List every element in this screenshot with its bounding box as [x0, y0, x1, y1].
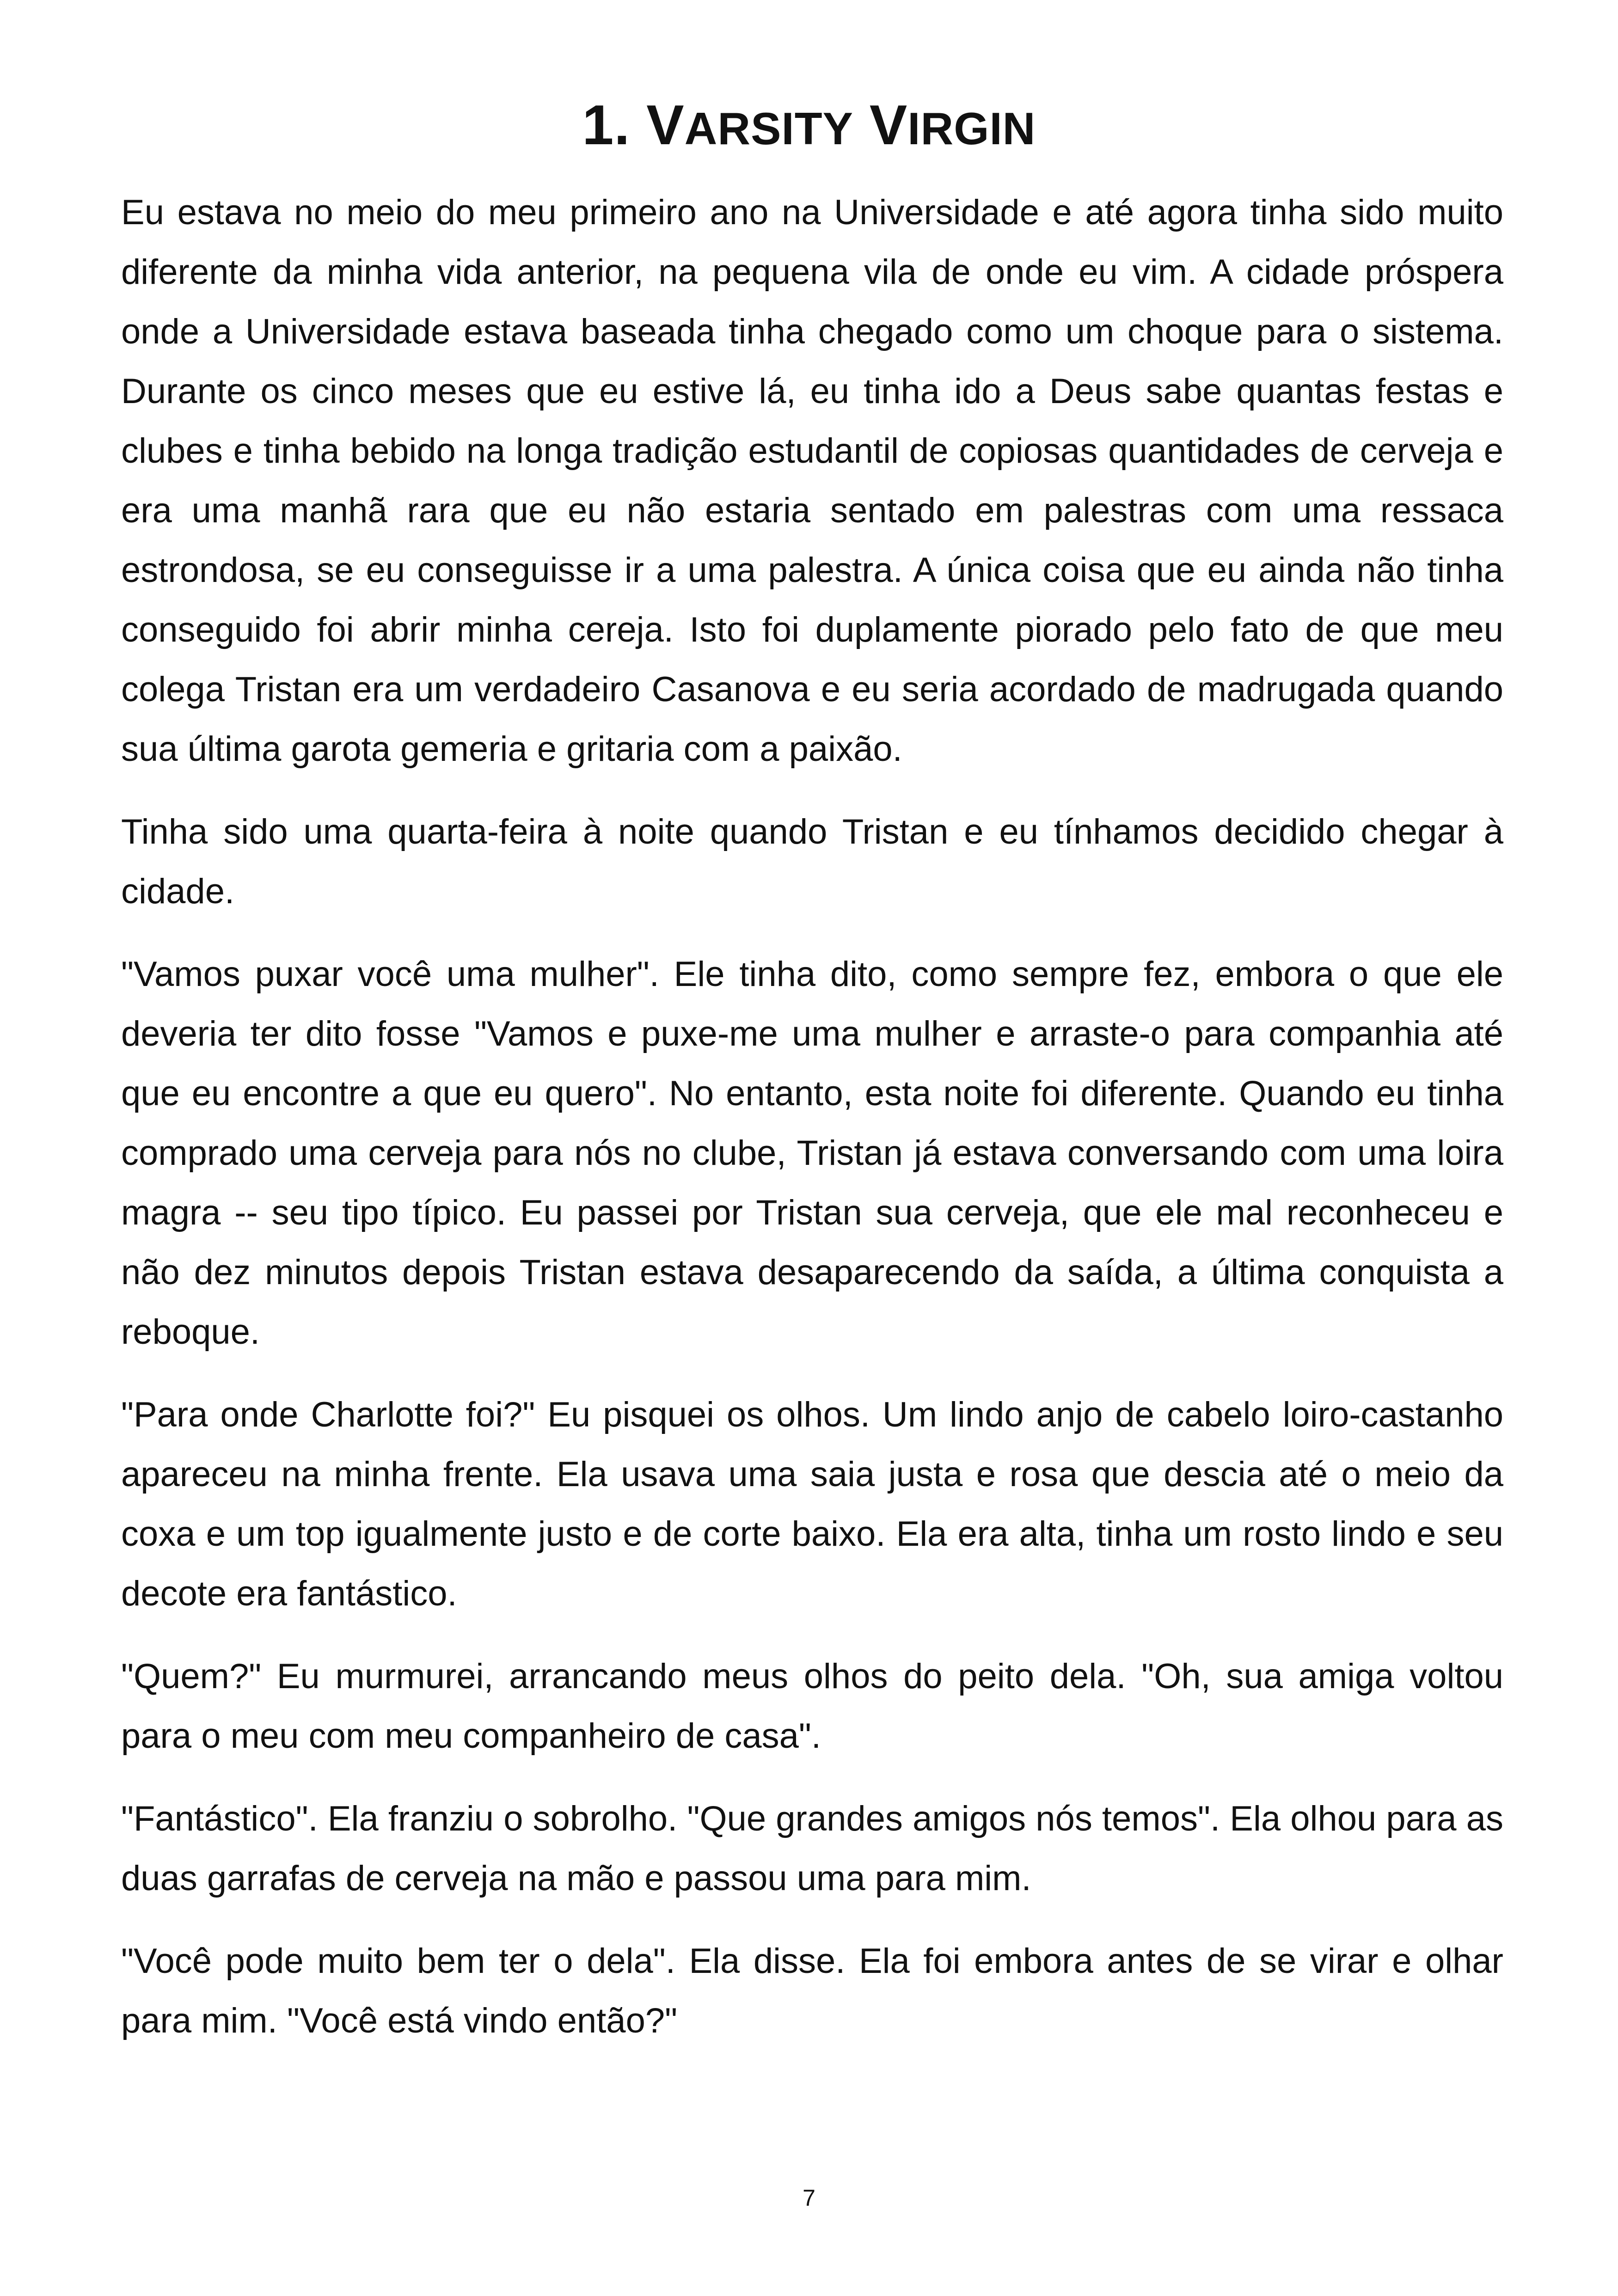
- title-space: [853, 93, 870, 156]
- title-smallcaps-2: IRGIN: [907, 103, 1036, 154]
- body-text: [121, 183, 1503, 2074]
- paragraph: "Você pode muito bem ter o dela". Ela disse. Ela foi embora antes de se virar e olhar para mim. "Você está vindo então?": [121, 1941, 1503, 2040]
- paragraph: Eu estava no meio do meu primeiro ano na Universidade e até agora tinha sido muito diferente da minha vida anterior, na pequena vila de onde eu vim. A cidade próspera onde a Universidade estava baseada tinha chegado como um choque para o sistema. Durante os cinco meses que eu estive lá, eu tinha ido a Deus sabe quantas festas e clubes e tinha bebido na longa tradição estudantil de copiosas quantidades de cerveja e era uma manhã rara que eu não estaria sentado em palestras com uma ressaca estrondosa, se eu conseguisse ir a uma palestra. A única coisa que eu ainda não tinha conseguido foi abrir minha cereja. Isto foi duplamente piorado pelo fato de que meu colega Tristan era um verdadeiro Casanova e eu seria acordado de madrugada quando sua última garota gemeria e gritaria com a paixão.: [121, 193, 1503, 769]
- title-smallcaps-1: ARSITY: [684, 103, 853, 154]
- chapter-number: 1.: [582, 93, 631, 156]
- paragraph: "Fantástico". Ela franziu o sobrolho. "Que grandes amigos nós temos". Ela olhou para as duas garrafas de cerveja na mão e passou uma para mim.: [121, 1799, 1503, 1898]
- paragraph: Tinha sido uma quarta-feira à noite quando Tristan e eu tínhamos decidido chegar à cidade.: [121, 812, 1503, 911]
- title-initial-2: V: [869, 93, 908, 156]
- page-number: 7: [803, 2185, 815, 2211]
- paragraph: "Para onde Charlotte foi?" Eu pisquei os olhos. Um lindo anjo de cabelo loiro-castanho apareceu na minha frente. Ela usava uma saia justa e rosa que descia até o meio da coxa e um top igualmente justo e de corte baixo. Ela era alta, tinha um rosto lindo e seu decote era fantástico.: [121, 1395, 1503, 1613]
- title-initial-1: V: [646, 93, 685, 156]
- chapter-title: [0, 88, 1618, 165]
- paragraph: "Vamos puxar você uma mulher". Ele tinha dito, como sempre fez, embora o que ele deveria ter dito fosse "Vamos e puxe-me uma mulher e arraste-o para companhia até que eu encontre a que eu quero". No entanto, esta noite foi diferente. Quando eu tinha comprado uma cerveja para nós no clube, Tristan já estava conversando com uma loira magra -- seu tipo típico. Eu passei por Tristan sua cerveja, que ele mal reconheceu e não dez minutos depois Tristan estava desaparecendo da saída, a última conquista a reboque.: [121, 955, 1503, 1352]
- paragraph: "Quem?" Eu murmurei, arrancando meus olhos do peito dela. "Oh, sua amiga voltou para o meu com meu companheiro de casa".: [121, 1657, 1503, 1756]
